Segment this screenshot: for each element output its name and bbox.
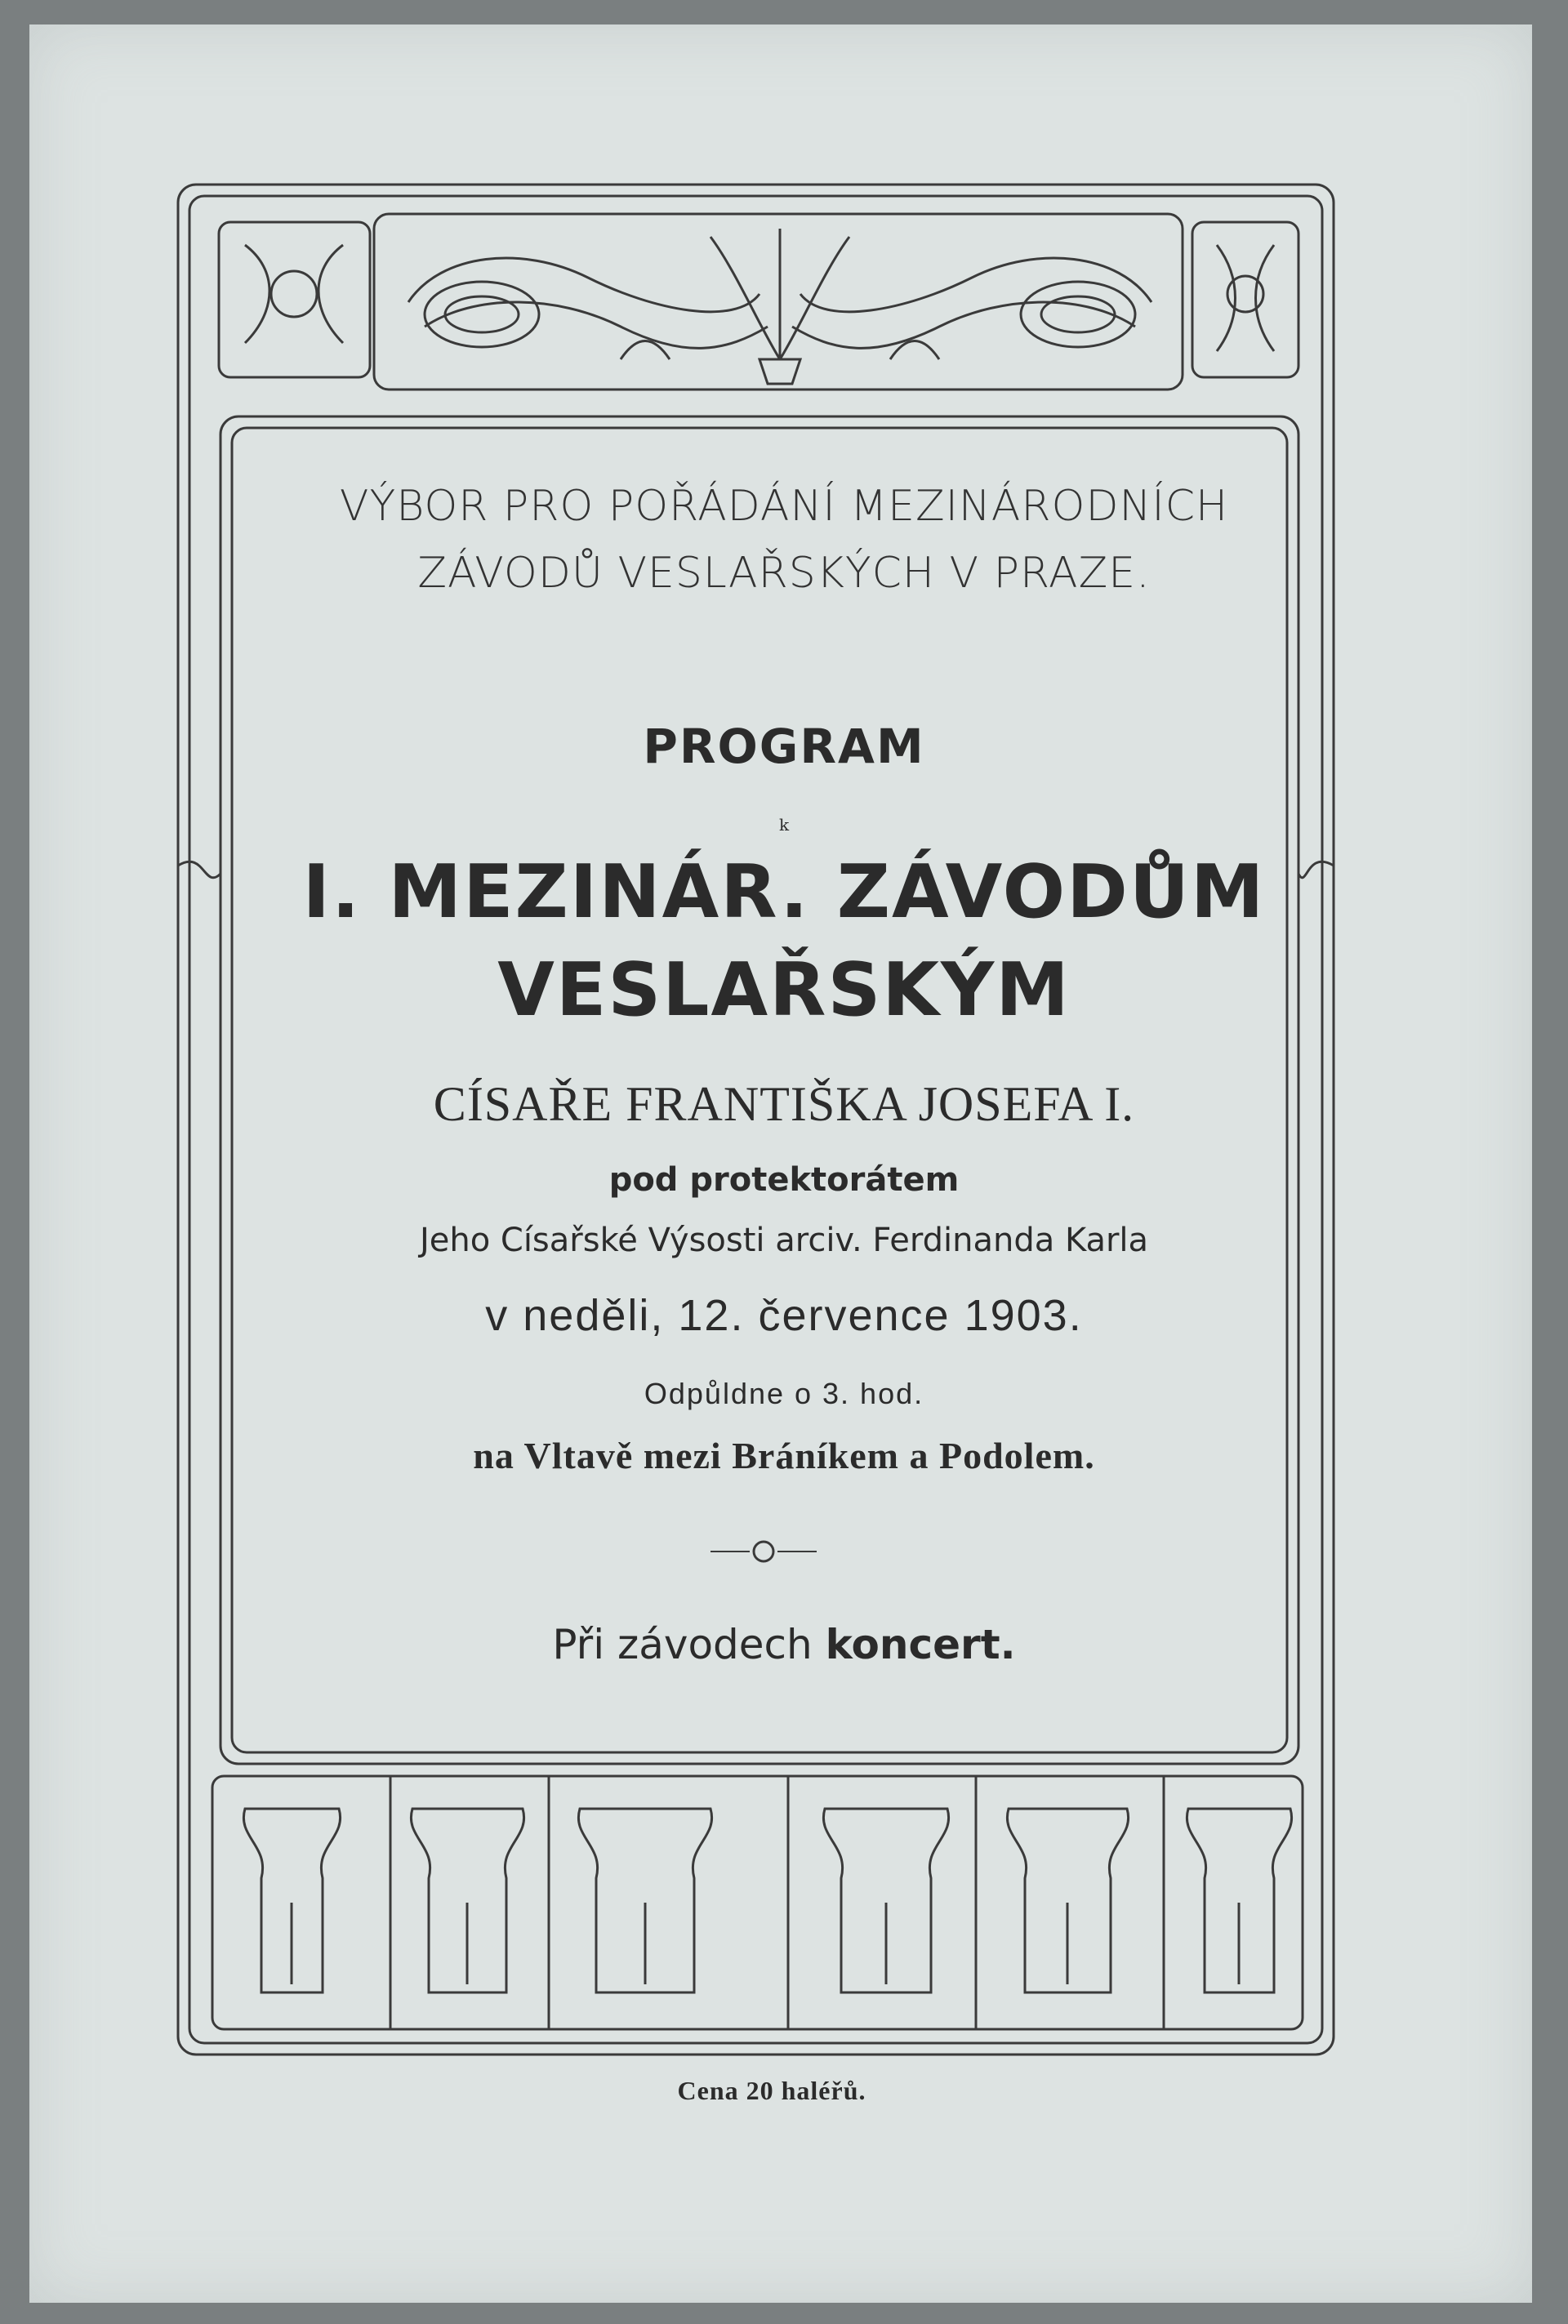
concert-prefix: Při závodech (552, 1621, 813, 1668)
concert-line (0, 1621, 1568, 1668)
connector-word: k (778, 815, 790, 835)
top-ornament-band (219, 214, 1298, 390)
main-title-line-1: I. MEZINÁR. ZÁVODŮM (302, 849, 1266, 935)
bottom-ornament-columns (212, 1776, 1303, 2029)
committee-line-2: ZÁVODŮ VESLAŘSKÝCH V PRAZE. (417, 549, 1151, 598)
date-line: v neděli, 12. července 1903. (485, 1291, 1083, 1340)
time-line: Odpůldne o 3. hod. (644, 1377, 924, 1410)
concert-word: koncert. (825, 1621, 1016, 1668)
price-line: Cena 20 haléřů. (677, 2076, 866, 2105)
program-title: PROGRAM (643, 719, 925, 774)
ornamental-divider (0, 1535, 1568, 1568)
archduke-line: Jeho Císařské Výsosti arciv. Ferdinanda Karla (419, 1222, 1149, 1259)
main-title-line-2: VESLAŘSKÝM (497, 947, 1071, 1033)
place-line: na Vltavě mezi Bráníkem a Podolem. (473, 1435, 1095, 1476)
protectorate-line: pod protektorátem (608, 1161, 960, 1199)
committee-line-1: VÝBOR PRO POŘÁDÁNÍ MEZINÁRODNÍCH (339, 482, 1229, 531)
emperor-line: CÍSAŘE FRANTIŠKA JOSEFA I. (433, 1077, 1135, 1131)
